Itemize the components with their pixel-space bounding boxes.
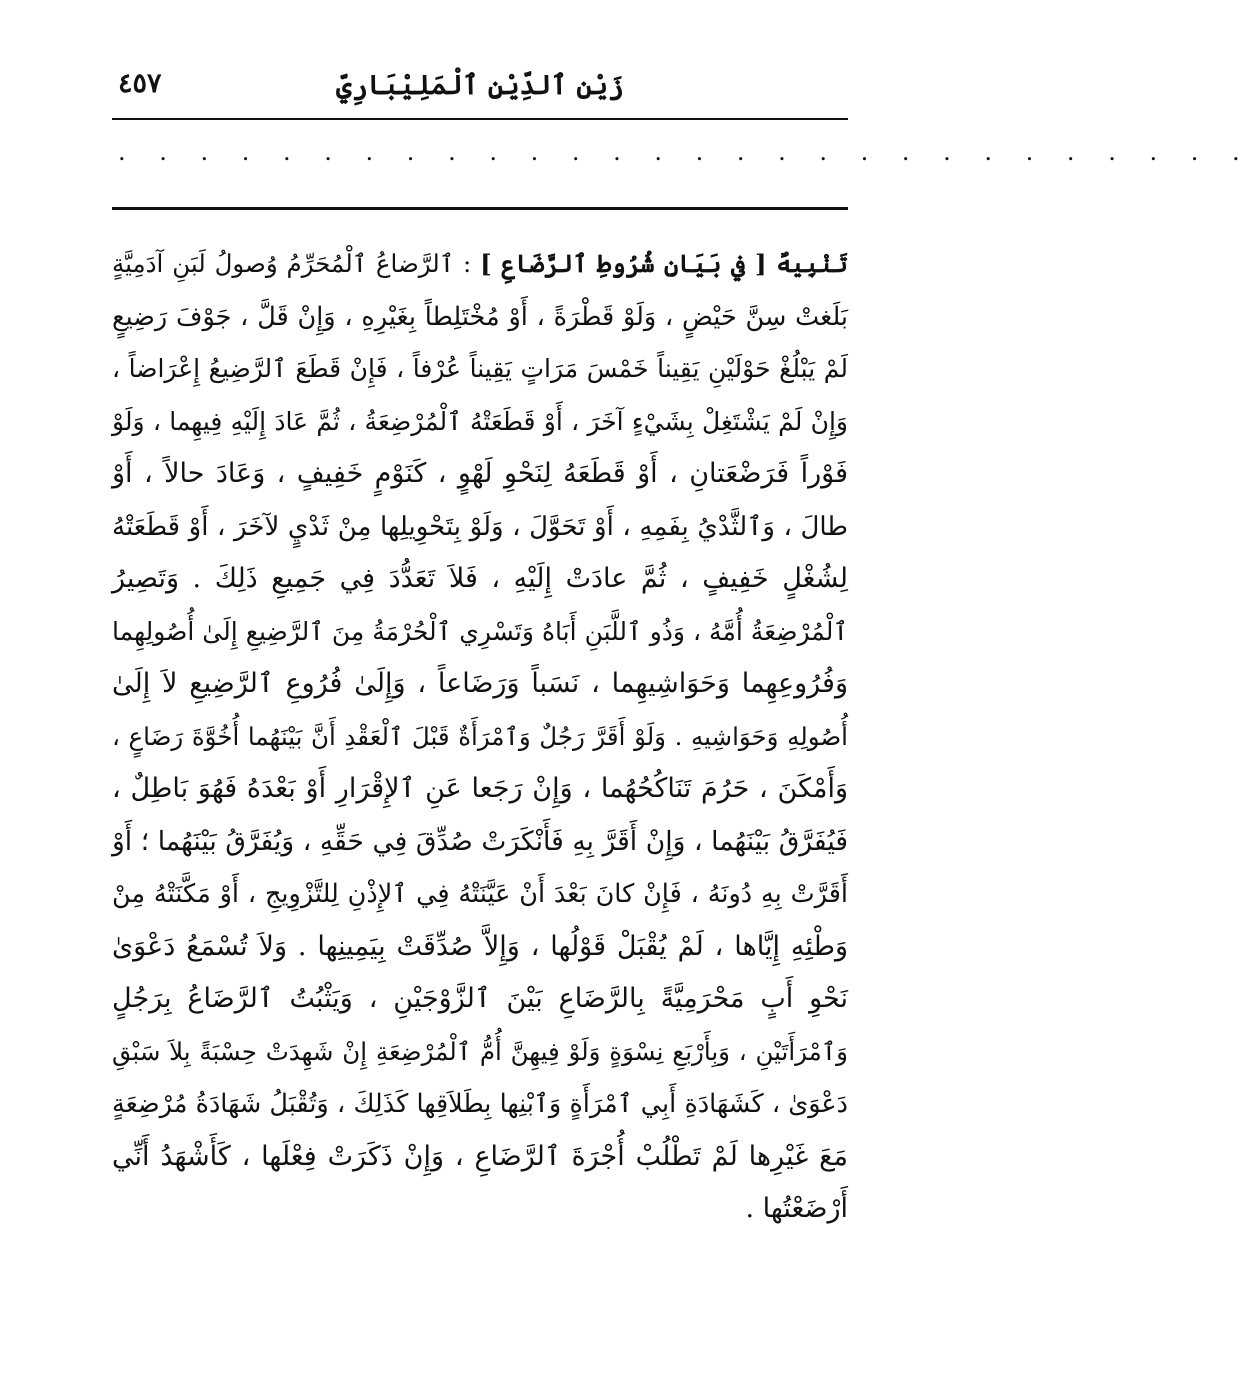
text-line-16: وَٱمْرَأَتَيْنِ ، وَبِأَرْبَعِ نِسْوَةٍ وَلَوْ فِيهِنَّ أُمُّ ٱلْمُرْضِعَةِ إِنْ شَهِدَتْ حِسْبَةً بِلاَ سَبْقِ xyxy=(112,1036,848,1066)
running-title: زَيْن ٱلدِّيْنِ ٱلْمَلِيْبَارِيِّ xyxy=(336,70,624,101)
text-line-7: لِشُغْلٍ خَفِيفٍ ، ثُمَّ عادَتْ إِلَيْهِ ، فَلاَ تَعَدُّدَ فِي جَمِيعِ ذَلِكَ . وَتَصِيرُ xyxy=(112,563,848,594)
text-line-17: دَعْوَىٰ ، كَشَهَادَةِ أَبِي ٱمْرَأَةٍ وَٱبْنِها بِطَلاَقِها كَذَلِكَ ، وَتُقْبَلُ شَهَادَةُ مُرْضِعَةٍ xyxy=(112,1089,848,1119)
body-text xyxy=(112,238,848,1288)
page-header xyxy=(112,58,848,114)
text-line-13: أَقَرَّتْ بِهِ دُونَهُ ، فَإِنْ كانَ بَعْدَ أَنْ عَيَّنَتْهُ فِي ٱلإِذْنِ لِلتَّزْوِيجِ ، أَوْ مَكَّنَتْهُ مِنْ xyxy=(112,879,848,909)
header-rule xyxy=(112,118,848,120)
text-line-6: طالَ ، وَٱلثَّدْيُ بِفَمِهِ ، أَوْ تَحَوَّلَ ، وَلَوْ بِتَحْوِيلِها مِنْ ثَدْيٍ لآخَرَ ، أَوْ قَطَعَتْهُ xyxy=(112,511,848,542)
text-line-18: مَعَ غَيْرِها لَمْ تَطْلُبْ أُجْرَةَ ٱلرَّضَاعِ ، وَإِنْ ذَكَرَتْ فِعْلَها ، كَأَشْهَدُ أَنِّي xyxy=(112,1140,848,1172)
text-line-9: وَفُرُوعِهِما وَحَوَاشِيهِما ، نَسَباً وَرَضَاعاً ، وَإِلَىٰ فُرُوعِ ٱلرَّضِيعِ لاَ إِلَىٰ xyxy=(112,668,848,699)
text-line-19: أَرْضَعْتُها . xyxy=(745,1193,848,1224)
text-line-1 xyxy=(112,238,848,291)
text-line-11: وَأَمْكَنَ ، حَرُمَ تَنَاكُحُهُما ، وَإِنْ رَجَعا عَنِ ٱلإِقْرَارِ أَوْ بَعْدَهُ فَهُوَ بَاطِلٌ ، xyxy=(112,773,848,804)
text-line-10: أُصُولِهِ وَحَوَاشِيهِ . وَلَوْ أَقَرَّ رَجُلٌ وَٱمْرَأَةٌ قَبْلَ ٱلْعَقْدِ أَنَّ بَيْنَهُما أُخُوَّةَ رَضَاعٍ ، xyxy=(112,721,848,751)
footnote-separator-rule xyxy=(112,207,848,210)
text-line-14: وَطْئِهِ إِيَّاها ، لَمْ يُقْبَلْ قَوْلُها ، وَإِلاَّ صُدِّقَتْ بِيَمِينِها . وَلاَ تُسْمَعُ دَعْوَىٰ xyxy=(112,930,848,962)
text-line-12: فَيُفَرَّقُ بَيْنَهُما ، وَإِنْ أَقَرَّ بِهِ فَأَنْكَرَتْ صُدِّقَ فِي حَقِّهِ ، وَيُفَرَّقُ بَيْنَهُما ؛ أَوْ xyxy=(112,825,848,857)
text-line-4: وَإِنْ لَمْ يَشْتَغِلْ بِشَيْءٍ آخَرَ ، أَوْ قَطَعَتْهُ ٱلْمُرْضِعَةُ ، ثُمَّ عَادَ إِلَيْهِ فِيهِما ، وَلَوْ xyxy=(112,406,848,436)
text-line-8: ٱلْمُرْضِعَةُ أُمَّهُ ، وَذُو ٱللَّبَنِ أَبَاهُ وَتَسْرِي ٱلْحُرْمَةُ مِنَ ٱلرَّضِيعِ إِلَىٰ أُصُولِهِما xyxy=(112,616,848,646)
text-line-1-rest: : ٱلرَّضاعُ ٱلْمُحَرِّمُ وُصولُ لَبَنِ آدَمِيَّةٍ xyxy=(112,249,481,278)
text-line-5: فَوْراً فَرَضْعَتانِ ، أَوْ قَطَعَهُ لِنَحْوِ لَهْوٍ ، كَنَوْمٍ خَفِيفٍ ، وَعَادَ حالاً ، أَوْ xyxy=(112,458,848,489)
text-line-2: بَلَغتْ سِنَّ حَيْضٍ ، وَلَوْ قَطْرَةً ، أَوْ مُخْتَلِطاً بِغَيْرِهِ ، وَإِنْ قَلَّ ، جَوْفَ رَضِيعٍ xyxy=(112,301,848,332)
text-line-3: لَمْ يَبْلُغْ حَوْلَيْنِ يَقِيناً خَمْسَ مَرَاتٍ يَقِيناً عُرْفاً ، فَإِنْ قَطَعَ ٱلرَّضِيعُ إِعْرَاضاً ، xyxy=(112,354,848,383)
section-heading: تَنْبِيهٌ [ في بَيَانِ شُرُوطِ ٱلرَّضَاعِ ] xyxy=(480,249,848,278)
text-line-15: نَحْوِ أَبٍ مَحْرَمِيَّةً بِالرَّضَاعِ بَيْنَ ٱلزَّوْجَيْنِ ، وَيَثْبُتُ ٱلرَّضَاعُ بِرَجُلٍ xyxy=(112,983,848,1014)
dotted-separator: . . . . . . . . . . . . . . . . . . . . . . . . . . . . xyxy=(118,138,1253,166)
page-number: ٤٥٧ xyxy=(118,68,162,99)
